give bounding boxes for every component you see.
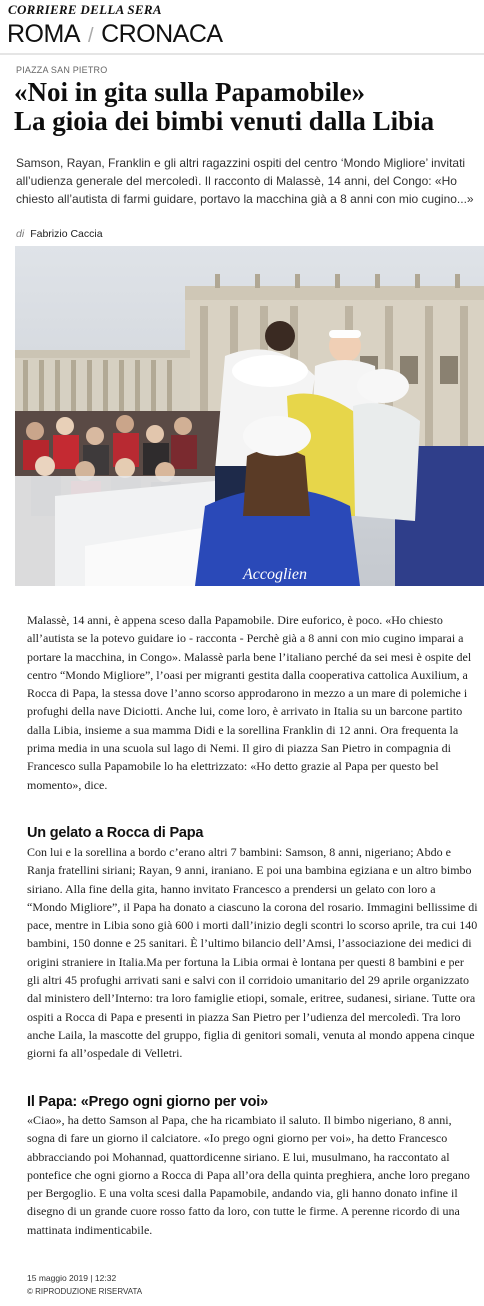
article-title (14, 78, 476, 136)
article-photo (15, 246, 484, 586)
photo-shirt-text: Accoglien (243, 566, 307, 583)
masthead-logo[interactable]: CORRIERE DELLA SERA (8, 2, 162, 17)
article-subhead-1: Un gelato a Rocca di Papa (27, 825, 204, 841)
byline (16, 228, 103, 240)
author-name[interactable]: Fabrizio Caccia (30, 228, 103, 240)
article-paragraph-1: Malassè, 14 anni, è appena sceso dalla Papamobile. Dire euforico, è poco. «Ho chiesto all’autista se la potevo guidare io - racconta - Perchè già a 8 anni con mio cugino imparai a portare la macchina, in Congo». Malassè parla bene l’italiano perché da sei mesi è ospite del centro “Mondo Migliore”, l’oasi per migranti gestita dalla cooperativa cattolica Auxilium, a Rocca di Papa, la stessa dove l’anno scorso approdarono in mezzo a un mare di polemiche i profughi della nave Diciotti. Anche lui, come loro, è arrivato in Italia su un barcone partito dalla Libia, insieme a sua mamma Didi e la sorellina Franklin di 12 anni. Ora frequenta la prima media in una scuola sul lago di Nemi. Il giro di piazza San Pietro in compagnia di Francesco sulla Papamobile lo ha elettrizzato: «Ho detto grazie al Papa per questo bel momento», dice. (27, 613, 472, 792)
section-city-link[interactable]: ROMA (7, 20, 80, 48)
copyright-notice: © RIPRODUZIONE RISERVATA (27, 1287, 143, 1296)
article-kicker: PIAZZA SAN PIETRO (16, 65, 108, 75)
byline-prefix: di (16, 228, 25, 240)
title-line-2: La gioia dei bimbi venuti dalla Libia (14, 106, 435, 136)
article-paragraph-3: «Ciao», ha detto Samson al Papa, che ha ricambiato il saluto. Il bimbo nigeriano, 8 anni, sogna di fare un giorno il calciatore. «Io prego ogni giorno per voi», ha detto Francesco abbracciando poi Mohannad, quattordicenne siriano. E lui, musulmano, ha raccontato al pontefice che ogni giorno a Rocca di Papa all’ora della quinta preghiera, anche loro pregano per Bergoglio. E una volta scesi dalla Papamobile, andando via, gli hanno donato infine il disegno di un grande cuore rosso fatto da loro, con tutte le firme. A perenne ricordo di una mattinata indimenticabile. (27, 1113, 470, 1237)
article-paragraph-2: Con lui e la sorellina a bordo c’erano altri 7 bambini: Samson, 8 anni, nigeriano; Abdo e Ranja fratellini siriani; Rayan, 9 anni, iraniano. E poi una bambina egiziana e un altro bimbo siriano. Alla fine della gita, hanno invitato Francesco a prendersi un gelato con loro a “Mondo Migliore”, il Papa ha donato a ciascuno la corona del rosario. Immagini bellissime di pace, mentre in Libia sono già 600 i morti dall’inizio degli scontri lo scorso aprile, tra cui 140 bambini, 150 donne e 25 sanitari. È l’ultimo bilancio dell’Amsi, l’associazione dei medici di origini straniere in Italia.Ma per fortuna la Libia ormai è lontana per questi 8 bambini e per gli altri 45 profughi arrivati sani e salvi con il corridoio umanitario del 29 aprile organizzato dal ministero dell’Interno: tra loro famiglie etiopi, somale, eritree, sudanesi, siriane. Tutte ora ospiti a Rocca di Papa e presenti in piazza San Pietro per l’udienza del mercoledì. Tra loro anche Laila, la mascotte del gruppo, figlia di genitori somali, venuta al mondo appena cinque giorni fa all’ospedale di Velletri. (27, 845, 478, 1061)
section-breadcrumb (7, 20, 223, 49)
publish-date: 15 maggio 2019 | 12:32 (27, 1273, 117, 1283)
section-topic-link[interactable]: CRONACA (101, 20, 223, 48)
header-divider (0, 53, 484, 55)
title-line-1: «Noi in gita sulla Papamobile» (14, 77, 366, 107)
breadcrumb-separator: / (88, 25, 94, 47)
article-summary: Samson, Rayan, Franklin e gli altri ragazzini ospiti del centro ‘Mondo Migliore’ invitati all’udienza generale del mercoledì. Il racconto di Malassè, 14 anni, del Congo: «Ho chiesto all’autista di farmi guidare, portavo la macchina già a 8 anni con mio cugino...» (16, 156, 474, 206)
article-subhead-2: Il Papa: «Prego ogni giorno per voi» (27, 1094, 268, 1110)
